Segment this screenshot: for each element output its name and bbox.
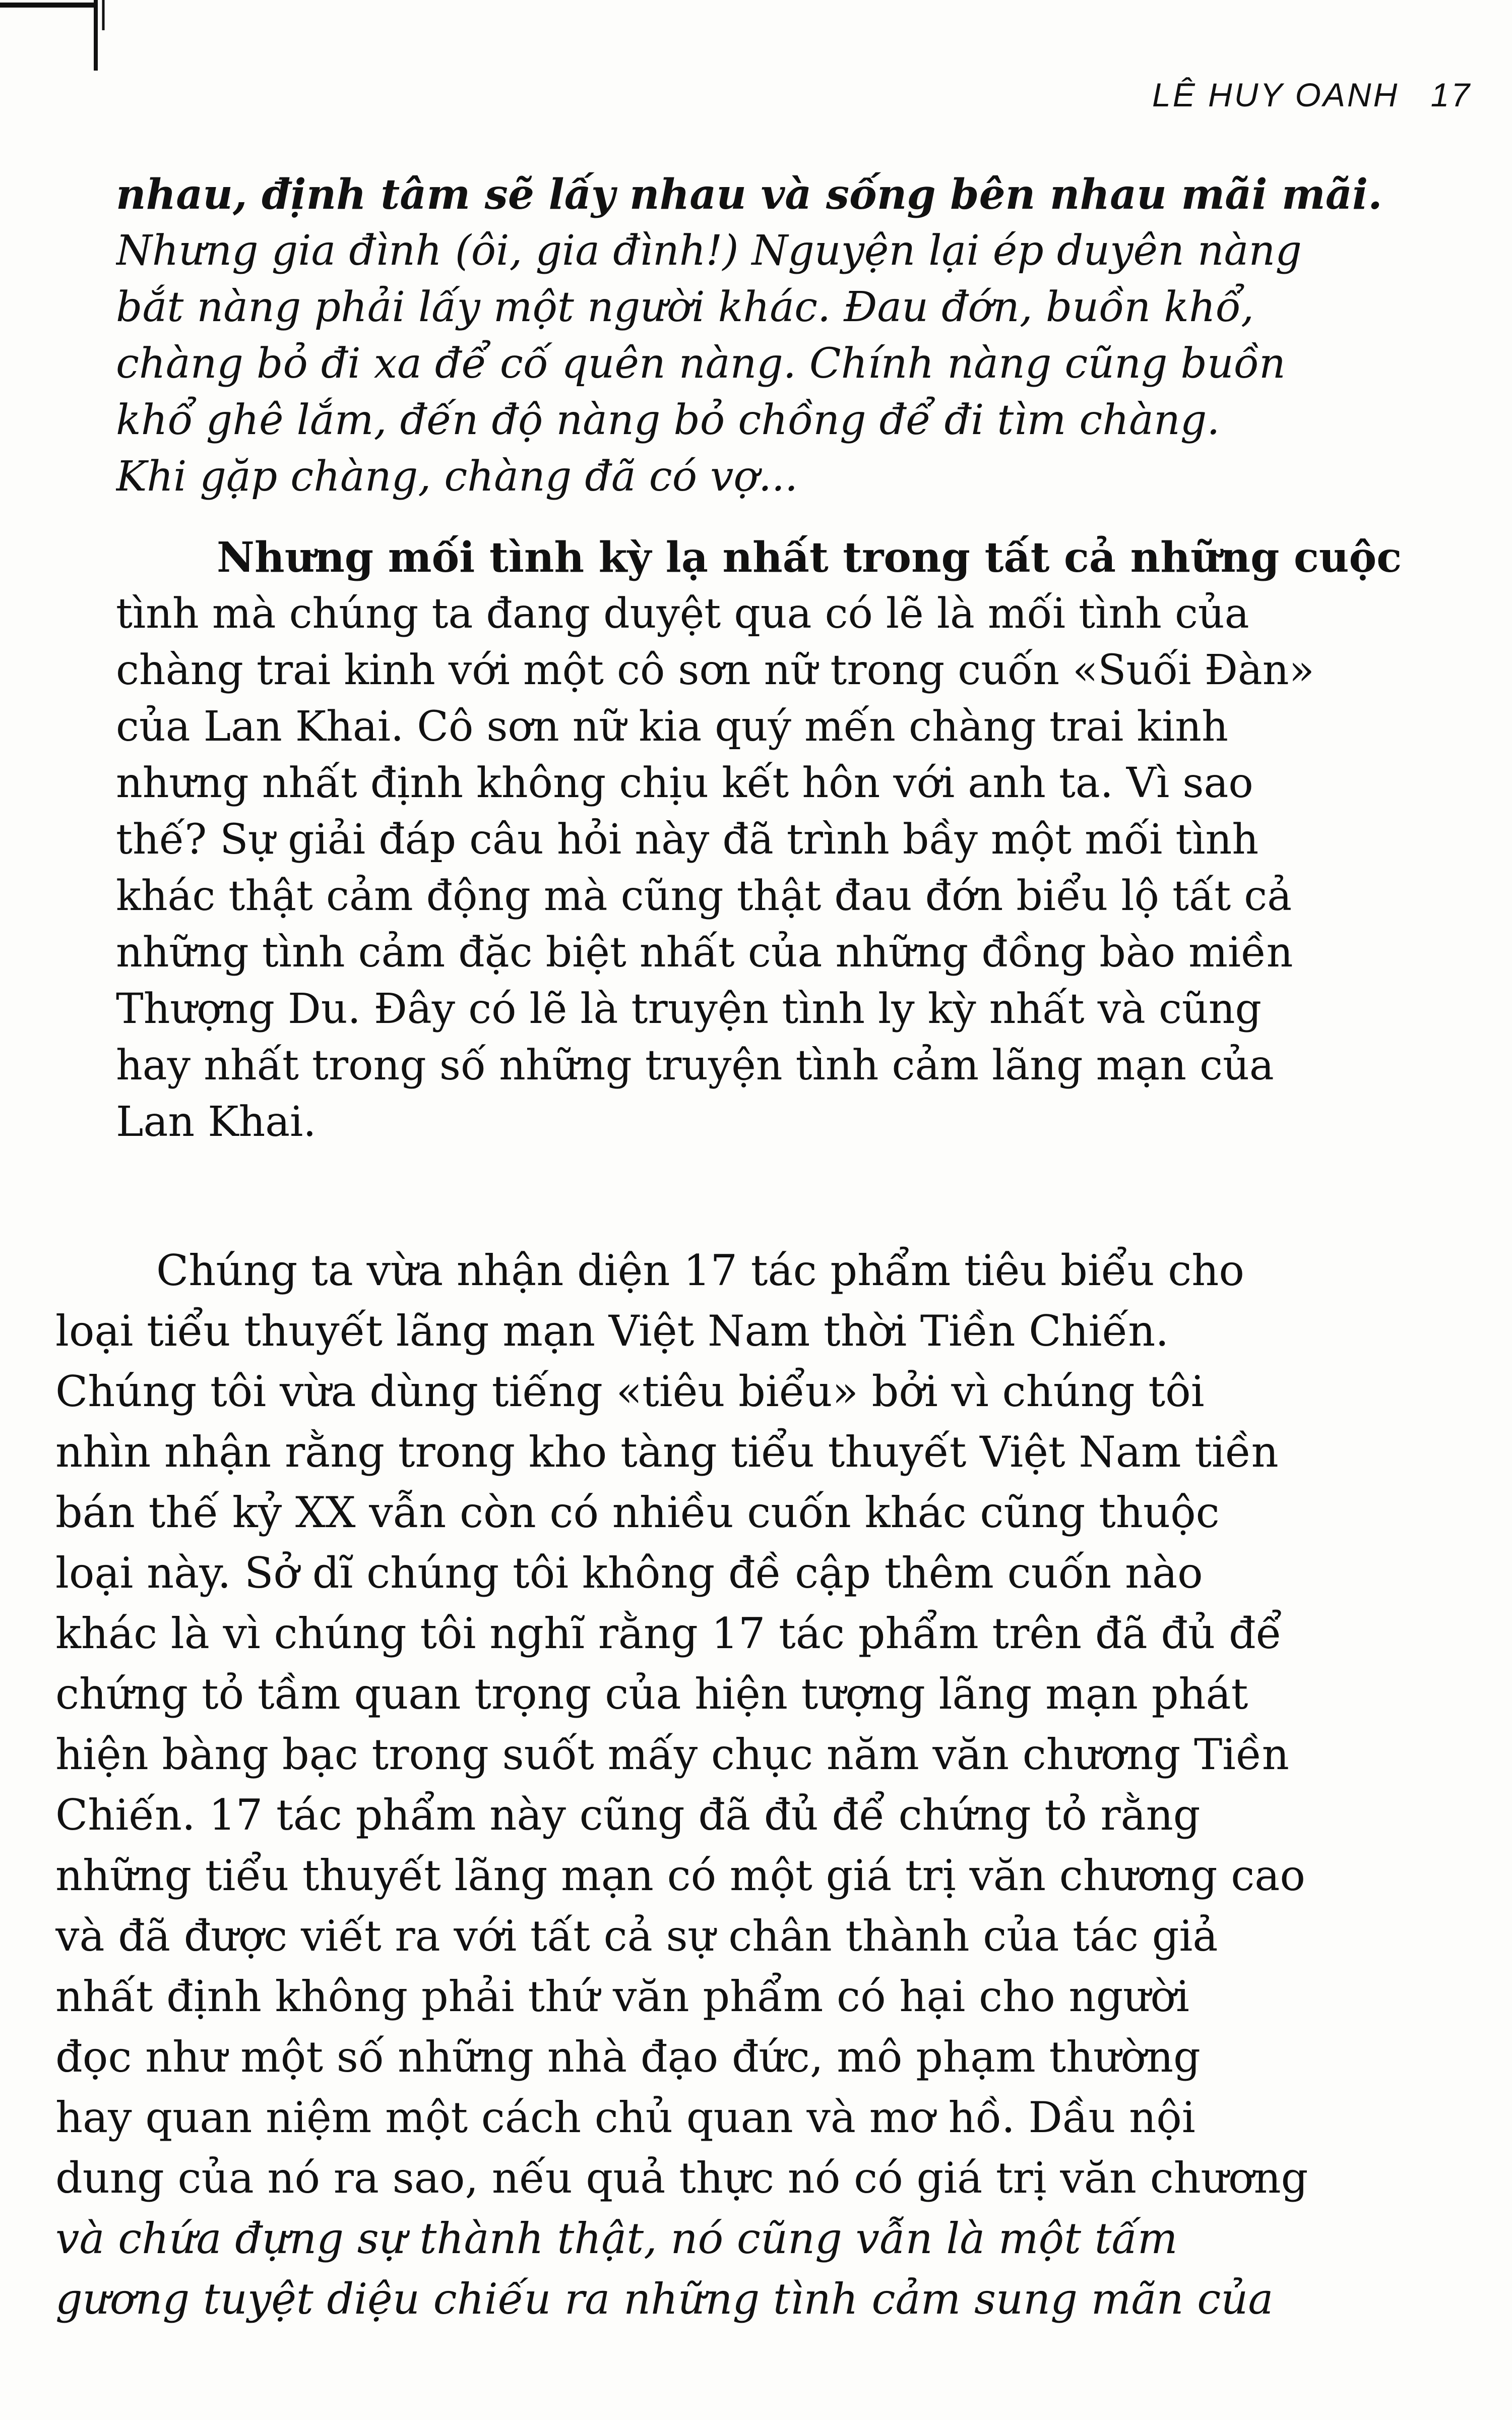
text-line: nhau, định tâm sẽ lấy nhau và sống bên nhau mãi mãi. bbox=[116, 170, 1382, 219]
text-line: khổ ghê lắm, đến độ nàng bỏ chồng để đi tìm chàng. bbox=[116, 396, 1220, 444]
text-line: hay nhất trong số những truyện tình cảm lãng mạn của bbox=[116, 1042, 1274, 1090]
text-line: dung của nó ra sao, nếu quả thực nó có giá trị văn chương bbox=[55, 2153, 1308, 2203]
text-line: hiện bàng bạc trong suốt mấy chục năm văn chương Tiền bbox=[55, 1730, 1289, 1779]
text-line: loại tiểu thuyết lãng mạn Việt Nam thời Tiền Chiến. bbox=[55, 1306, 1169, 1356]
text-line: khác thật cảm động mà cũng thật đau đớn biểu lộ tất cả bbox=[116, 872, 1292, 920]
text-line: Nhưng gia đình (ôi, gia đình!) Nguyện lại ép duyên nàng bbox=[116, 227, 1302, 275]
text-line: gương tuyệt diệu chiếu ra những tình cảm sung mãn của bbox=[55, 2274, 1274, 2324]
text-line: bán thế kỷ XX vẫn còn có nhiều cuốn khác cũng thuộc bbox=[55, 1488, 1220, 1537]
text-line: hay quan niệm một cách chủ quan và mơ hồ. Dầu nội bbox=[55, 2093, 1195, 2142]
quote-second-paragraph bbox=[116, 529, 1446, 1151]
text-line: chứng tỏ tầm quan trọng của hiện tượng lãng mạn phát bbox=[55, 1669, 1248, 1719]
text-line: Thượng Du. Đây có lẽ là truyện tình ly kỳ nhất và cũng bbox=[116, 985, 1262, 1033]
text-line: đọc như một số những nhà đạo đức, mô phạm thường bbox=[55, 2032, 1201, 2082]
text-line: chàng bỏ đi xa để cố quên nàng. Chính nàng cũng buồn bbox=[116, 340, 1286, 388]
text-line: nhất định không phải thứ văn phẩm có hại cho người bbox=[55, 1972, 1189, 2021]
text-line: khác là vì chúng tôi nghĩ rằng 17 tác phẩm trên đã đủ để bbox=[55, 1609, 1282, 1658]
text-line: nhìn nhận rằng trong kho tàng tiểu thuyết Việt Nam tiền bbox=[55, 1427, 1279, 1477]
text-line: và chứa đựng sự thành thật, nó cũng vẫn là một tấm bbox=[55, 2214, 1178, 2263]
text-line: thế? Sự giải đáp câu hỏi này đã trình bầy một mối tình bbox=[116, 816, 1259, 864]
text-line: Chúng tôi vừa dùng tiếng «tiêu biểu» bởi vì chúng tôi bbox=[55, 1367, 1205, 1416]
quote-italic-paragraph bbox=[116, 166, 1446, 505]
text-line: Lan Khai. bbox=[116, 1098, 317, 1146]
text-line: loại này. Sở dĩ chúng tôi không đề cập thêm cuốn nào bbox=[55, 1548, 1203, 1598]
main-body-paragraph bbox=[55, 1240, 1446, 2329]
running-header bbox=[1132, 76, 1472, 114]
header-page-number: 17 bbox=[1430, 76, 1472, 113]
text-line: của Lan Khai. Cô sơn nữ kia quý mến chàng trai kinh bbox=[116, 703, 1228, 751]
text-line: chàng trai kinh với một cô sơn nữ trong cuốn «Suối Đàn» bbox=[116, 646, 1314, 694]
text-line: những tình cảm đặc biệt nhất của những đồng bào miền bbox=[116, 929, 1293, 977]
header-author: LÊ HUY OANH bbox=[1152, 76, 1400, 113]
text-line: Nhưng mối tình kỳ lạ nhất trong tất cả những cuộc bbox=[217, 533, 1402, 582]
text-line: những tiểu thuyết lãng mạn có một giá trị văn chương cao bbox=[55, 1851, 1305, 1900]
text-line: bắt nàng phải lấy một người khác. Đau đớn, buồn khổ, bbox=[116, 283, 1254, 331]
text-line: Chúng ta vừa nhận diện 17 tác phẩm tiêu biểu cho bbox=[156, 1246, 1244, 1295]
page-corner-mark bbox=[0, 0, 131, 71]
text-line: Khi gặp chàng, chàng đã có vợ... bbox=[116, 453, 798, 501]
text-line: Chiến. 17 tác phẩm này cũng đã đủ để chứng tỏ rằng bbox=[55, 1790, 1201, 1840]
text-line: tình mà chúng ta đang duyệt qua có lẽ là mối tình của bbox=[116, 590, 1249, 638]
text-line: và đã được viết ra với tất cả sự chân thành của tác giả bbox=[55, 1911, 1218, 1961]
text-line: nhưng nhất định không chịu kết hôn với anh ta. Vì sao bbox=[116, 759, 1253, 807]
